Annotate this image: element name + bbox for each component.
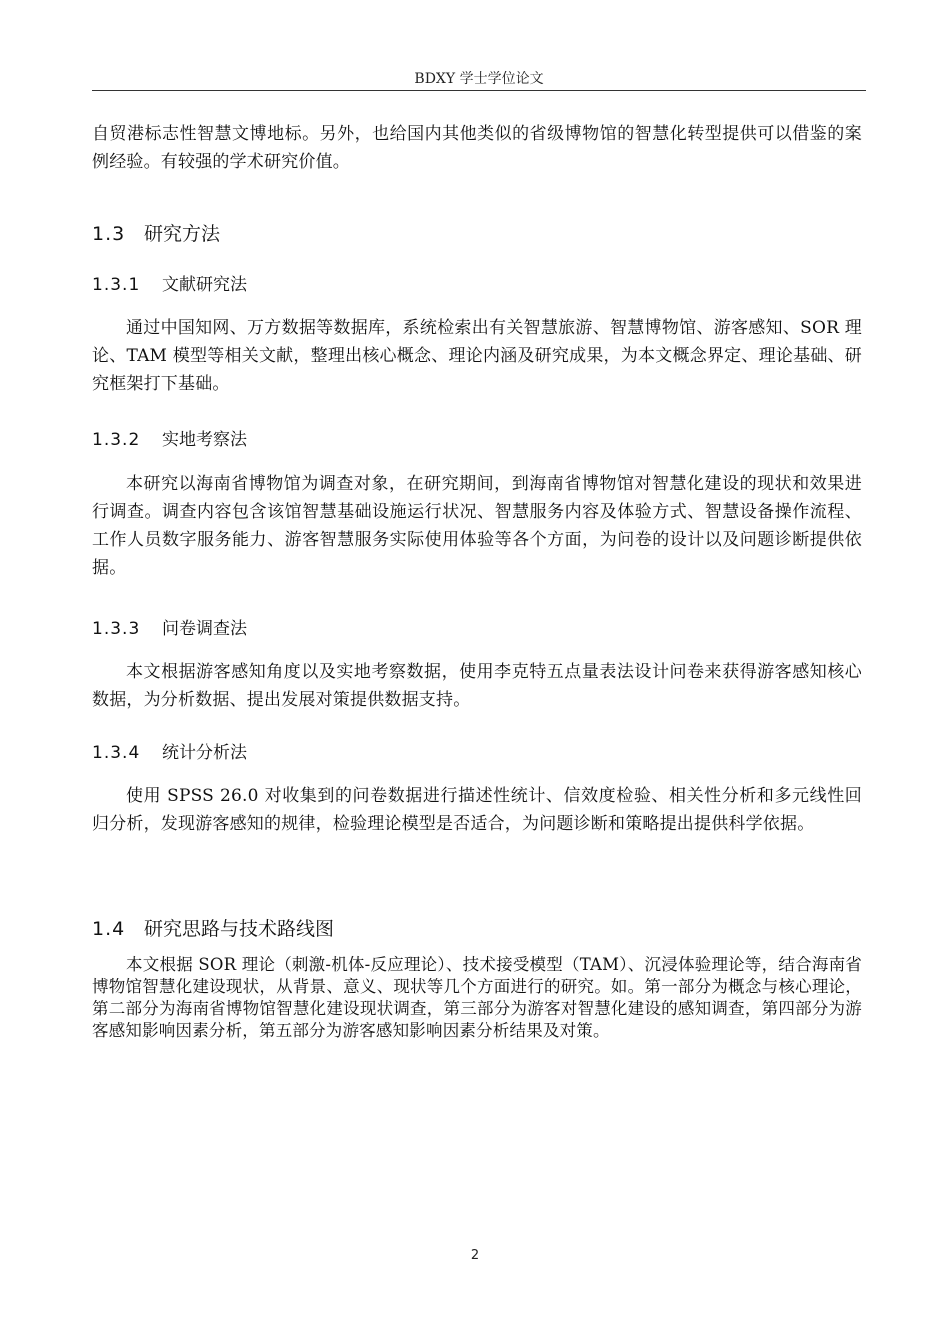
page-number: 2	[470, 1248, 480, 1263]
paragraph-1-3-2: 本研究以海南省博物馆为调查对象，在研究期间，到海南省博物馆对智慧化建设的现状和效果进行调查。调查内容包含该馆智慧基础设施运行状况、智慧服务内容及体验方式、智慧设备操作流程、工作人员数字服务能力、游客智慧服务实际使用体验等各个方面，为问卷的设计以及问题诊断提供依据。	[92, 474, 862, 578]
subsection-heading-1-3-2	[92, 429, 247, 451]
subsection-number: 1.3.1	[92, 275, 141, 295]
section-number: 1.3	[92, 223, 126, 245]
header-rule	[92, 90, 866, 91]
subsection-title: 文献研究法	[162, 275, 247, 295]
subsection-title: 实地考察法	[162, 430, 247, 450]
section-title: 研究方法	[144, 223, 221, 245]
subsection-title: 问卷调查法	[162, 619, 247, 639]
subsection-number: 1.3.2	[92, 430, 141, 450]
section-number: 1.4	[92, 918, 126, 940]
section-heading-1-4	[92, 917, 334, 941]
subsection-heading-1-3-4	[92, 742, 247, 764]
running-header: BDXY 学士学位论文	[414, 71, 544, 87]
paragraph-1-4: 本文根据 SOR 理论（刺激-机体-反应理论）、技术接受模型（TAM）、沉浸体验理论等，结合海南省博物馆智慧化建设现状，从背景、意义、现状等几个方面进行的研究。如。第一部分为概念与核心理论，第二部分为海南省博物馆智慧化建设现状调查，第三部分为游客对智慧化建设的感知调查，第四部分为游客感知影响因素分析，第五部分为游客感知影响因素分析结果及对策。	[92, 955, 862, 1040]
subsection-number: 1.3.3	[92, 619, 141, 639]
subsection-number: 1.3.4	[92, 743, 141, 763]
subsection-title: 统计分析法	[162, 743, 247, 763]
subsection-heading-1-3-3	[92, 618, 247, 640]
paragraph-1-3-1: 通过中国知网、万方数据等数据库，系统检索出有关智慧旅游、智慧博物馆、游客感知、SOR 理论、TAM 模型等相关文献，整理出核心概念、理论内涵及研究成果，为本文概念界定、理论基础、研究框架打下基础。	[92, 318, 862, 394]
section-heading-1-3	[92, 222, 220, 246]
paragraph-1-3-3: 本文根据游客感知角度以及实地考察数据，使用李克特五点量表法设计问卷来获得游客感知核心数据，为分析数据、提出发展对策提供数据支持。	[92, 662, 862, 710]
subsection-heading-1-3-1	[92, 274, 247, 296]
intro-paragraph: 自贸港标志性智慧文博地标。另外，也给国内其他类似的省级博物馆的智慧化转型提供可以借鉴的案例经验。有较强的学术研究价值。	[92, 124, 862, 172]
paragraph-1-3-4: 使用 SPSS 26.0 对收集到的问卷数据进行描述性统计、信效度检验、相关性分析和多元线性回归分析，发现游客感知的规律，检验理论模型是否适合，为问题诊断和策略提出提供科学依据。	[92, 786, 862, 834]
section-title: 研究思路与技术路线图	[144, 918, 335, 940]
